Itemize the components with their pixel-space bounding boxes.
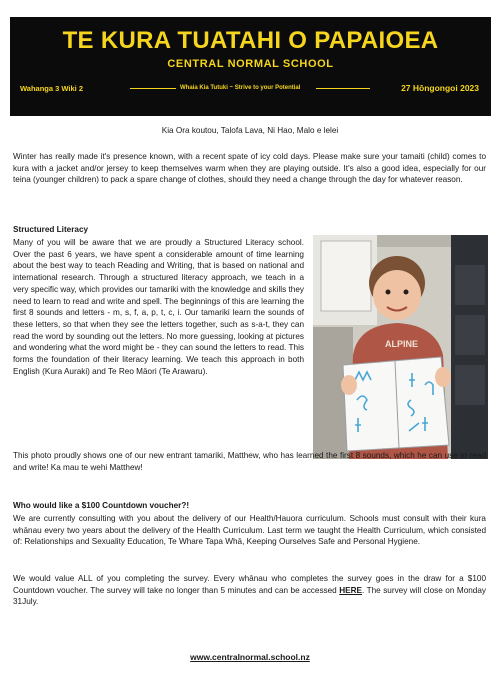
- photo-caption: This photo proudly shows one of our new entrant tamariki, Matthew, who has learned the first 8 sounds, which he can use to read and write! Ka mau te wehi Matthew!: [13, 451, 486, 472]
- literacy-heading: Structured Literacy: [13, 225, 89, 234]
- school-motto: Whaia Kia Tutuki ~ Strive to your Potential: [180, 85, 301, 91]
- greeting: Kia Ora koutou, Talofa Lava, Ni Hao, Malo e lelei: [161, 126, 339, 135]
- school-name-maori: TE KURA TUATAHI O PAPAIOEA: [62, 27, 439, 54]
- survey-paragraph: [13, 573, 486, 608]
- school-website-link[interactable]: www.centralnormal.school.nz: [190, 652, 310, 662]
- voucher-heading: Who would like a $100 Countdown voucher?!: [13, 501, 190, 510]
- health-paragraph: We are currently consulting with you about the delivery of our Health/Hauora curriculum. Schools must consult with their kura whānau every two years about the delivery of the Health Curriculum. Last term we taught the Health Curriculum, which consisted of: Relationships and Sexuality Education, Te Whare Tapa Whā, Keeping Ourselves Safe and Personal Hygiene.: [13, 514, 486, 547]
- newsletter-banner: [10, 17, 491, 116]
- divider-right: [316, 88, 370, 89]
- literacy-paragraph: Many of you will be aware that we are proudly a Structured Literacy school. Over the past 6 years, we have spent a considerable amount of time learning about the best way to teach Reading and Writing, that is based on national and international research. Through a structured literacy approach, we teach in a very specific way, which provides our tamariki with the knowledge and skills they need to learn to read and write and spell. The beginnings of this are learning the first 8 sounds and letters - m, s, f, a, p, t, c, i. Our tamariki learn the sounds of these letters, so that when they see the letters together, such as s-a-t, they can read the word by sounding out the letters. No more guessing, looking at pictures and wondering what the word might be - they can sound the letters to read. This forms the foundation of their literacy learning. We teach this approach in both English (Kura Auraki) and Te Reo Māori (Te Arawaru).: [13, 238, 304, 376]
- shirt-print: ALPINE: [385, 339, 419, 349]
- survey-link[interactable]: HERE: [339, 585, 362, 595]
- survey-closing-text: . The survey will close on Monday 31July.: [13, 585, 486, 607]
- intro-paragraph: Winter has really made it's presence known, with a recent spate of icy cold days. Please make sure your tamaiti (child) comes to kura with a jacket and/or jersey to keep themselves warm when they are playing outside. It's also a good idea, especially for our teina (younger children) to pack a spare change of clothes, should they need a change through the day for whatever reason.: [13, 152, 486, 185]
- divider-left: [130, 88, 176, 89]
- student-photo-image: [313, 235, 488, 459]
- school-name-english: CENTRAL NORMAL SCHOOL: [167, 58, 334, 70]
- student-photo: [313, 235, 488, 459]
- term-week: Wahanga 3 Wiki 2: [20, 84, 84, 93]
- issue-date: 27 Hōngongoi 2023: [401, 83, 479, 93]
- survey-text: We would value ALL of you completing the survey. Every whānau who completes the survey goes in the draw for a $100 Countdown voucher. The survey will take no longer than 5 minutes and can be accessed: [13, 574, 486, 595]
